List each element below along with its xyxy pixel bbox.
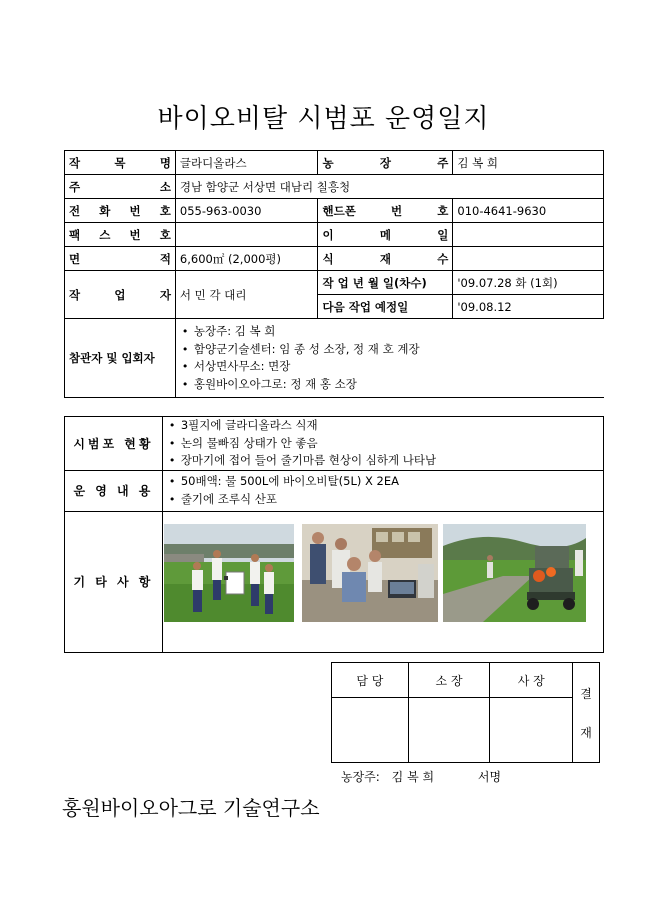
operation-label: 운 영 내 용 [65, 470, 163, 511]
approval-table [331, 662, 600, 763]
workdate-label: 작 업 년 월 일(차수) [318, 271, 453, 295]
attendees-list [180, 323, 599, 393]
attendees-cell [175, 319, 603, 398]
approval-sign-staff [332, 698, 409, 763]
operation-item: • 50배액: 물 500L에 바이오비탈(5L) X 2EA [181, 473, 599, 491]
approval-sign-ceo [490, 698, 573, 763]
approval-col-ceo: 사 장 [490, 663, 573, 698]
crop-label: 작 목 명 [65, 151, 176, 175]
status-label: 시범포 현황 [65, 417, 163, 471]
phone-value: 055-963-0030 [175, 199, 318, 223]
sign-label: 서명 [477, 770, 502, 784]
worker-label: 작 업 자 [65, 271, 176, 319]
approval-side-bottom: 재 [580, 725, 592, 740]
operation-list [167, 473, 599, 508]
approval-col-staff: 담 당 [332, 663, 409, 698]
address-value: 경남 함양군 서상면 대남리 칠흥청 [175, 175, 603, 199]
field-group-photo [164, 524, 294, 622]
mobile-label: 핸드폰 번 호 [318, 199, 453, 223]
attendee-item: • 서상면사무소: 면장 [194, 358, 599, 376]
signature-line [341, 768, 501, 785]
document-title: 바이오비탈 시범포 운영일지 [157, 104, 490, 134]
area-label: 면 적 [65, 247, 176, 271]
area-value: 6,600㎡ (2,000평) [175, 247, 318, 271]
status-list [167, 417, 599, 470]
workdate-value: '09.07.28 화 (1회) [453, 271, 604, 295]
worker-value: 서 민 각 대리 [175, 271, 318, 319]
owner-label: 농장주: [341, 770, 380, 784]
status-item: • 논의 물빠짐 상태가 안 좋음 [181, 435, 599, 453]
attendees-label: 참관자 및 입회자 [65, 319, 176, 398]
nextdate-label: 다음 작업 예정일 [318, 295, 453, 319]
attendee-item: • 농장주: 김 복 희 [194, 323, 599, 341]
attendee-item: • 홍원바이오아그로: 정 재 홍 소장 [194, 376, 599, 394]
operation-cell [162, 470, 603, 511]
office-meeting-photo [302, 524, 438, 622]
planting-label: 식 재 수 [318, 247, 453, 271]
crop-value: 글라디올라스 [175, 151, 318, 175]
other-label: 기 타 사 항 [65, 511, 163, 652]
approval-sign-director [408, 698, 490, 763]
spraying-field-photo [443, 524, 586, 622]
address-label: 주 소 [65, 175, 176, 199]
status-item: • 3필지에 글라디올라스 식재 [181, 417, 599, 435]
owner-name: 김 복 희 [391, 770, 435, 784]
organization-name: 홍원바이오아그로 기술연구소 [62, 796, 320, 820]
approval-side-top: 결 [580, 686, 592, 701]
status-cell [162, 417, 603, 471]
approval-col-director: 소 장 [408, 663, 490, 698]
approval-side-label [573, 663, 600, 763]
email-label: 이 메 일 [318, 223, 453, 247]
phone-label: 전 화 번 호 [65, 199, 176, 223]
planting-value [453, 247, 604, 271]
fax-label: 팩 스 번 호 [65, 223, 176, 247]
status-item: • 장마기에 접어 들어 줄기마름 현상이 심하게 나타남 [181, 452, 599, 470]
fax-value [175, 223, 318, 247]
nextdate-value: '09.08.12 [453, 295, 604, 319]
farmer-value: 김 복 희 [453, 151, 604, 175]
info-table [64, 150, 604, 398]
email-value [453, 223, 604, 247]
mobile-value: 010-4641-9630 [453, 199, 604, 223]
attendee-item: • 함양군기술센터: 임 종 성 소장, 정 재 호 계장 [194, 341, 599, 359]
operation-item: • 줄기에 조루식 산포 [181, 491, 599, 509]
farmer-label: 농 장 주 [318, 151, 453, 175]
